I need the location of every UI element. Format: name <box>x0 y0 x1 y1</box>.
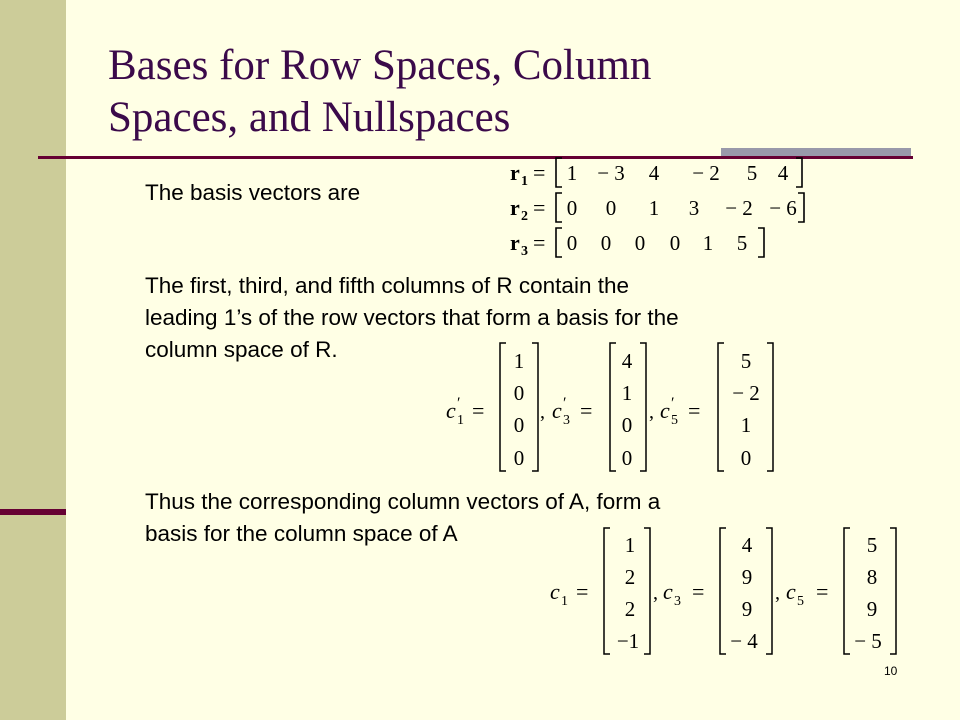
row-vectors-equation <box>500 150 820 260</box>
row-vector-subscript: 3 <box>521 244 528 259</box>
column-label: c <box>660 398 670 423</box>
entry: 0 <box>634 231 646 255</box>
entry: 0 <box>621 413 633 437</box>
entry: 5 <box>746 161 758 185</box>
original-columns-line-2: basis for the column space of A <box>145 521 458 546</box>
title-line-2: Spaces, and Nullspaces <box>108 94 511 141</box>
entry: 0 <box>740 446 752 470</box>
entry: − 5 <box>854 629 882 653</box>
entry: 0 <box>621 446 633 470</box>
entry: 1 <box>702 231 714 255</box>
entry: 1 <box>513 349 525 373</box>
entry: 0 <box>513 413 525 437</box>
entry: 0 <box>605 196 617 220</box>
column-subscript: 3 <box>563 413 570 428</box>
row-vector-subscript: 2 <box>521 209 528 224</box>
entry: 4 <box>648 161 660 185</box>
column-label: c <box>786 579 796 604</box>
comma: , <box>540 401 545 423</box>
entry: 9 <box>741 565 753 589</box>
entry: 5 <box>740 349 752 373</box>
entry: 1 <box>740 413 752 437</box>
entry: 1 <box>621 381 633 405</box>
title-line-1: Bases for Row Spaces, Column <box>108 42 652 89</box>
entry: 9 <box>866 597 878 621</box>
entry: 1 <box>624 533 636 557</box>
right-bracket <box>644 528 650 654</box>
row-vector-2 <box>510 193 804 224</box>
reduced-columns-line-3: column space of R. <box>145 337 338 362</box>
right-bracket <box>766 528 772 654</box>
entry: 2 <box>624 565 636 589</box>
entry: 0 <box>513 446 525 470</box>
right-bracket <box>798 193 804 222</box>
row-vector-3 <box>510 228 764 259</box>
left-bracket <box>610 343 616 471</box>
entry: − 3 <box>597 161 625 185</box>
slide-title <box>108 40 908 144</box>
equals-sign: = <box>576 579 589 604</box>
equals-sign: = <box>692 579 705 604</box>
equals-sign: = <box>533 160 546 185</box>
column-subscript: 5 <box>797 594 804 609</box>
comma: , <box>653 582 658 604</box>
right-bracket <box>796 158 802 187</box>
right-bracket <box>758 228 764 257</box>
left-bracket <box>718 343 724 471</box>
row-vector-label: r <box>510 195 520 220</box>
left-bracket <box>556 158 562 187</box>
entry: 0 <box>669 231 681 255</box>
entry: 2 <box>624 597 636 621</box>
equals-sign: = <box>533 230 546 255</box>
comma: , <box>775 582 780 604</box>
right-bracket <box>890 528 896 654</box>
column-label: c <box>552 398 562 423</box>
entry: 4 <box>621 349 633 373</box>
prime-mark: ′ <box>563 395 567 412</box>
right-bracket <box>640 343 646 471</box>
column-subscript: 1 <box>561 594 568 609</box>
left-accent-bar <box>0 0 66 720</box>
original-columns-equation <box>540 524 920 659</box>
comma: , <box>649 401 654 423</box>
column-label: c <box>550 579 560 604</box>
row-vector-subscript: 1 <box>521 174 528 189</box>
reduced-columns-line-2: leading 1’s of the row vectors that form a basis for the <box>145 305 679 330</box>
equals-sign: = <box>580 398 593 423</box>
row-vector-label: r <box>510 160 520 185</box>
entry: − 4 <box>730 629 758 653</box>
column-label: c <box>446 398 456 423</box>
entry: 0 <box>600 231 612 255</box>
column-subscript: 3 <box>674 594 681 609</box>
equals-sign: = <box>688 398 701 423</box>
prime-mark: ′ <box>457 395 461 412</box>
reduced-columns-equation <box>430 338 790 478</box>
original-columns-line-1: Thus the corresponding column vectors of A, form a <box>145 489 661 514</box>
right-bracket <box>767 343 773 471</box>
left-bracket <box>844 528 850 654</box>
entry: 1 <box>566 161 578 185</box>
entry: − 2 <box>732 381 760 405</box>
entry: 0 <box>566 231 578 255</box>
reduced-columns-line-1: The first, third, and fifth columns of R contain the <box>145 273 629 298</box>
column-subscript: 5 <box>671 413 678 428</box>
equals-sign: = <box>472 398 485 423</box>
entry: 0 <box>513 381 525 405</box>
entry: − 2 <box>692 161 720 185</box>
left-bracket <box>604 528 610 654</box>
entry: 4 <box>741 533 753 557</box>
entry: 9 <box>741 597 753 621</box>
row-vector-label: r <box>510 230 520 255</box>
entry: 4 <box>777 161 789 185</box>
entry: − 6 <box>769 196 797 220</box>
left-bracket <box>556 193 562 222</box>
entry: 5 <box>866 533 878 557</box>
basis-vectors-text: The basis vectors are <box>145 180 361 205</box>
equals-sign: = <box>533 195 546 220</box>
left-bracket <box>720 528 726 654</box>
row-vector-1 <box>510 158 802 189</box>
column-label: c <box>663 579 673 604</box>
entry: 0 <box>566 196 578 220</box>
page-number: 10 <box>884 664 898 678</box>
prime-mark: ′ <box>671 395 675 412</box>
entry: 3 <box>688 196 700 220</box>
entry: 8 <box>866 565 878 589</box>
left-accent-underline <box>0 509 66 515</box>
column-subscript: 1 <box>457 413 464 428</box>
left-bracket <box>500 343 506 471</box>
entry: 5 <box>736 231 748 255</box>
left-bracket <box>556 228 562 257</box>
entry: −1 <box>616 629 640 653</box>
right-bracket <box>532 343 538 471</box>
entry: − 2 <box>725 196 753 220</box>
entry: 1 <box>648 196 660 220</box>
equals-sign: = <box>816 579 829 604</box>
